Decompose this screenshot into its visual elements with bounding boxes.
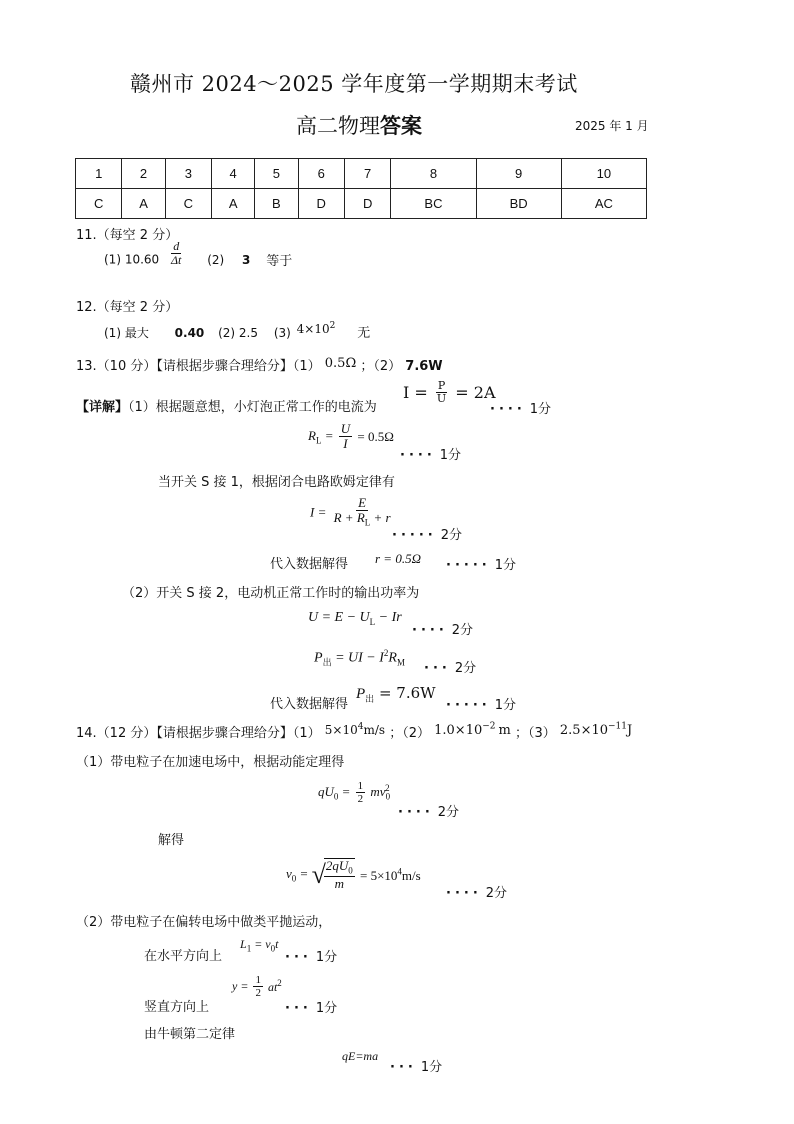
q14-eq2: [286, 858, 421, 892]
q13-ans2: 7.6W: [405, 359, 443, 374]
answer-cell: D: [298, 189, 344, 219]
q14-part1-text: （1）带电粒子在加速电场中，根据动能定理得: [76, 755, 345, 770]
q14-eq1-den: 2: [357, 793, 364, 806]
q13-eq2-num: U: [340, 421, 351, 436]
q14-newton-text: 由牛顿第二定律: [144, 1027, 236, 1042]
q14-eq4-lhs: y =: [232, 979, 249, 994]
q13-eq2-lhs: $R_L$ =: [308, 428, 334, 446]
q14-eq4-den: 2: [255, 987, 261, 1000]
q13-eq4: r = 0.5Ω: [375, 551, 421, 566]
q14-eq1-num: 1: [357, 780, 364, 792]
q13-eq1-frac: [435, 380, 448, 405]
q13-eq3-frac: [332, 496, 393, 529]
q14-eq1-rhs-sup: 2: [385, 783, 390, 794]
answer-cell: D: [344, 189, 390, 219]
q13-eq7-rhs: = 7.6W: [374, 684, 436, 702]
q13-eq7: [356, 684, 436, 705]
q13-eq2-frac: [339, 422, 352, 452]
q-number-cell: 3: [165, 159, 211, 189]
q14-score3-dots: ···: [285, 950, 312, 965]
q13-score7-dots: ·····: [446, 698, 491, 713]
answer-cell: C: [165, 189, 211, 219]
q14-eq2-rhs-main: = 5×10: [359, 867, 398, 883]
q12-val3-base: 4×10: [296, 322, 330, 336]
q-number-cell: 6: [298, 159, 344, 189]
q14-score4: [285, 997, 337, 1016]
q-number-cell: 7: [344, 159, 390, 189]
q11-part1: (1) 10.60: [104, 252, 160, 267]
q13-score5: [412, 619, 473, 638]
q13-eq3-den-sub: L: [364, 517, 371, 528]
q13-sep: ；（2）: [360, 359, 402, 374]
q14-part2-text: （2）带电粒子在偏转电场中做类平抛运动，: [76, 915, 332, 930]
q13-eq5-main: U = E − U: [308, 610, 370, 625]
answer-cell: C: [76, 189, 122, 219]
q14-eq3: [240, 937, 278, 953]
q13-score4-text: 1分: [494, 558, 516, 573]
q14-eq1-rhs-sub: 0: [385, 792, 391, 803]
q13-eq7-sub: 出: [365, 695, 375, 705]
q14-score4-text: 1分: [315, 1001, 338, 1016]
q13-eq3-num: E: [358, 495, 367, 510]
q14-eq2-rhs: [360, 868, 421, 883]
q13-score5-dots: ····: [412, 623, 448, 638]
q13-eq7-lhs: P: [356, 686, 366, 702]
q14-ans2-unit: m: [498, 723, 511, 738]
q14-ans3-base: 2.5×10: [559, 723, 609, 738]
q14-ans1-exp: 4: [357, 722, 364, 732]
q12-part1: (1) 最大: [104, 326, 149, 340]
q13-eq3-den-main: R + R: [333, 510, 365, 526]
q14-eq2-sqrt: [312, 858, 357, 892]
answer-cell: BC: [391, 189, 476, 219]
q14-ans2: [434, 723, 511, 738]
q14-score2-dots: ····: [446, 886, 482, 901]
q14-sep2: ；（3）: [514, 726, 556, 741]
q14-score2-text: 2分: [485, 886, 508, 901]
q13-eq3-den: [332, 511, 393, 528]
q13-eq6-sub: 出: [322, 657, 332, 668]
q-number-cell: 10: [561, 159, 646, 189]
q14-score3: [285, 946, 337, 965]
q14-eq2-rhs-sup: 4: [397, 866, 402, 877]
q12-header: 12.（每空 2 分）: [76, 300, 179, 315]
sqrt-icon: √: [311, 859, 326, 889]
q11-part2: (2): [207, 252, 225, 267]
q13-score4-dots: ·····: [446, 558, 491, 573]
q13-score1-dots: ····: [490, 402, 526, 417]
q13-ans1: 0.5Ω: [324, 356, 357, 371]
q13-score5-text: 2分: [451, 623, 474, 638]
q14-eq2-num: [324, 859, 355, 877]
q11-header: 11.（每空 2 分）: [76, 228, 179, 243]
subtitle-plain: 高二物理: [296, 114, 380, 138]
q13-score7-text: 1分: [494, 698, 516, 713]
q11-answers: [104, 239, 293, 273]
q11-val2: 3: [242, 252, 251, 267]
answer-table-answer-row: [76, 189, 647, 219]
q14-eq2-lhs-main: v: [286, 866, 292, 882]
answer-table: [75, 158, 647, 219]
q13-score4: [446, 554, 516, 573]
q13-detail-text: （1）根据题意想，小灯泡正常工作的电流为: [128, 400, 377, 415]
q14-score5-dots: ···: [390, 1060, 417, 1075]
q13-eq6-tail: R: [388, 650, 397, 666]
q14-horiz-text: 在水平方向上: [144, 949, 223, 964]
q14-eq2-num-sub: 0: [348, 865, 353, 876]
q14-ans1-unit: m/s: [363, 723, 386, 737]
q13-eq1-rhs: = 2A: [455, 383, 496, 403]
q14-sep1: ；（2）: [389, 726, 430, 741]
q12-part3: (3): [273, 326, 291, 340]
answer-cell: A: [212, 189, 255, 219]
q11-fraction: [169, 240, 183, 267]
q12-part2: (2) 2.5: [218, 326, 258, 340]
q13-score6-text: 2分: [454, 661, 477, 676]
q14-eq2-lhs: $v_0$ =: [286, 866, 309, 884]
q14-header-text: 14.（12 分）【请根据步骤合理给分】（1）: [76, 726, 321, 741]
q14-eq1-lhs-main: qU: [318, 783, 334, 799]
q-number-cell: 4: [212, 159, 255, 189]
q13-eq1-lhs: I =: [403, 383, 428, 403]
q13-sub2-text: 代入数据解得: [270, 697, 349, 712]
subtitle-bold: 答案: [380, 114, 422, 138]
q11-val3: 等于: [266, 254, 293, 270]
q12-val3: [297, 322, 336, 336]
q13-eq1-num: P: [437, 379, 446, 392]
q14-score4-dots: ···: [285, 1001, 312, 1016]
q-number-cell: 9: [476, 159, 561, 189]
q14-ans2-base: 1.0×10: [434, 723, 483, 738]
q13-eq5-sub: L: [369, 616, 376, 627]
q14-eq4-rhs: [268, 980, 282, 994]
q14-eq3-rhs: = v: [251, 937, 271, 951]
q12-val1: 0.40: [174, 326, 205, 340]
q14-ans1: [325, 723, 385, 737]
q12-answers: [104, 322, 370, 341]
q13-score2: [400, 444, 461, 463]
q13-eq3: [310, 496, 395, 529]
q14-eq1-lhs-sub: 0: [333, 791, 339, 802]
q13-eq3-lhs: I =: [310, 504, 327, 520]
q14-header: [76, 722, 632, 741]
q13-score2-dots: ····: [400, 448, 436, 463]
q13-score6-dots: ···: [424, 661, 451, 676]
exam-title: 赣州市 2024～2025 学年度第一学期期末考试: [130, 72, 578, 96]
q14-ans3: [560, 723, 632, 738]
q14-eq1-rhs: [370, 783, 391, 803]
q14-eq4-frac: [253, 974, 263, 999]
q12-val4: 无: [357, 326, 371, 341]
q14-eq2-unit: m/s: [401, 867, 421, 883]
q13-header-text: 13.（10 分）【请根据步骤合理给分】（1）: [76, 359, 321, 374]
q14-eq3-lhs-sub: 1: [246, 943, 252, 954]
exam-subtitle: [296, 110, 422, 140]
q13-eq6: [314, 648, 405, 668]
q14-score5-text: 1分: [420, 1060, 443, 1075]
q12-val3-exp: 2: [329, 321, 336, 331]
q13-score3: [392, 524, 462, 543]
q14-score5: [390, 1056, 442, 1075]
q13-detail-label: 【详解】: [76, 400, 129, 415]
q14-eq3-lhs: L: [240, 937, 247, 951]
q14-eq4-num: 1: [255, 974, 261, 986]
q14-ans1-base: 5×10: [324, 723, 358, 737]
q-number-cell: 2: [122, 159, 165, 189]
q13-eq1-den: U: [436, 392, 447, 406]
q13-eq6-mid: = UI − I: [331, 650, 384, 666]
q13-eq3-den-tail: + r: [370, 510, 391, 526]
q-number-cell: 8: [391, 159, 476, 189]
q14-eq1-lhs: $qU_0$ =: [318, 783, 351, 802]
q14-eq2-frac: [324, 858, 355, 892]
q14-solve-text: 解得: [158, 833, 185, 848]
q13-eq2-lhs-main: R: [308, 428, 316, 443]
answer-cell: AC: [561, 189, 646, 219]
q13-score6: [424, 657, 476, 676]
q13-eq2-lhs-sub: L: [315, 435, 322, 446]
q13-score3-dots: ·····: [392, 528, 437, 543]
q14-score2: [446, 882, 507, 901]
q11-frac-num: d: [173, 239, 180, 253]
q13-eq6-sup: 2: [383, 648, 389, 658]
q14-eq5: qE=ma: [342, 1049, 379, 1063]
q14-score1-text: 2分: [437, 805, 460, 820]
q-number-cell: 1: [76, 159, 122, 189]
answer-cell: BD: [476, 189, 561, 219]
q13-eq2: [308, 422, 394, 452]
q13-eq6-tail-sub: M: [396, 657, 405, 668]
q13-switch1-text: 当开关 S 接 1，根据闭合电路欧姆定律有: [158, 475, 395, 490]
q13-eq5-tail: − Ir: [375, 610, 402, 625]
q14-eq2-num-main: 2qU: [325, 858, 349, 873]
q14-eq4: [232, 974, 282, 999]
q13-score3-text: 2分: [440, 528, 462, 543]
q13-eq2-den: I: [343, 436, 348, 452]
q14-eq4-rhs-main: at: [267, 980, 278, 995]
q14-ans3-exp: −11: [608, 721, 628, 732]
q11-frac-den: Δt: [171, 253, 182, 268]
q14-score1: [398, 801, 459, 820]
answer-table-number-row: [76, 159, 647, 189]
q14-score1-dots: ····: [398, 805, 434, 820]
q13-header: [76, 355, 443, 374]
q14-eq2-lhs-sub: 0: [291, 873, 297, 884]
answer-cell: B: [255, 189, 298, 219]
q14-eq1: [318, 780, 390, 805]
q14-eq3-rhs-sub: 0: [270, 943, 276, 954]
q14-eq4-rhs-sup: 2: [277, 978, 282, 989]
q13-score2-text: 1分: [439, 448, 462, 463]
q14-eq1-frac: [356, 780, 366, 805]
q13-sub1-text: 代入数据解得: [270, 557, 349, 572]
q14-ans3-unit: J: [627, 723, 633, 738]
q14-ans2-exp: −2: [482, 721, 496, 732]
q-number-cell: 5: [255, 159, 298, 189]
exam-date: 2025 年 1 月: [575, 119, 649, 133]
q13-detail-line: [76, 396, 377, 415]
q14-eq1-rhs-main: mv: [370, 784, 386, 800]
q13-eq2-rhs: = 0.5Ω: [357, 428, 394, 444]
q13-eq1: [403, 380, 496, 405]
q13-score1: [490, 398, 551, 417]
q14-vert-text: 竖直方向上: [144, 1000, 210, 1015]
q13-switch2-text: （2）开关 S 接 2，电动机正常工作时的输出功率为: [122, 586, 420, 601]
q14-eq2-den: m: [334, 876, 344, 892]
q14-score3-text: 1分: [315, 950, 338, 965]
q13-eq5: [308, 610, 402, 627]
answer-cell: A: [122, 189, 165, 219]
q13-score1-text: 1分: [529, 402, 552, 417]
q13-score7: [446, 694, 516, 713]
q13-eq6-lhs: P: [314, 650, 323, 666]
q14-eq3-tail: t: [275, 937, 279, 951]
